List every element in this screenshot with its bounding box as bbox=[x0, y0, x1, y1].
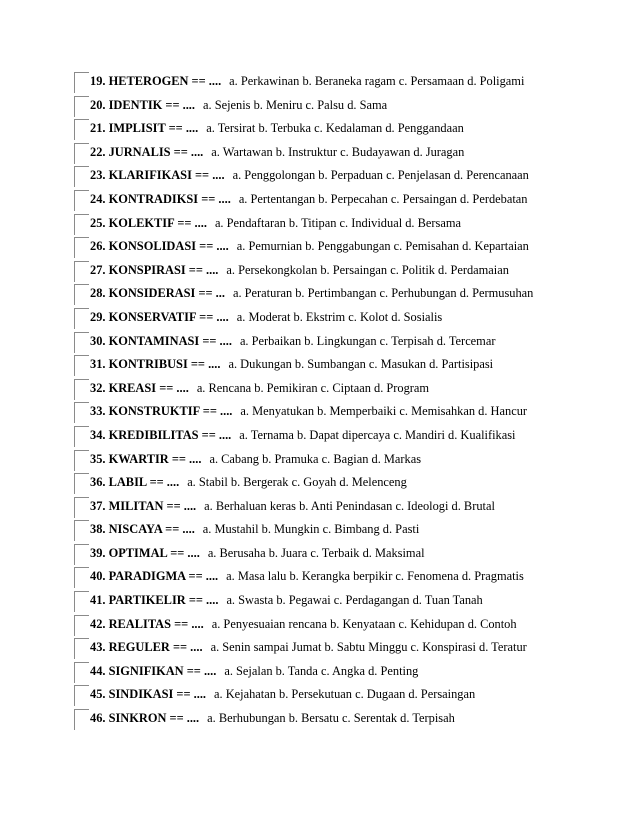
answer-options: a. Persekongkolan b. Persaingan c. Politik d. Perdamaian bbox=[226, 262, 509, 277]
answer-options: a. Berhubungan b. Bersatu c. Serentak d. Terpisah bbox=[207, 711, 455, 726]
question-text bbox=[90, 400, 527, 424]
corner-bracket-icon bbox=[74, 709, 89, 730]
question-text bbox=[90, 141, 464, 165]
question-row bbox=[74, 471, 614, 495]
question-text bbox=[90, 94, 387, 118]
question-row bbox=[74, 542, 614, 566]
question-term: 27. KONSPIRASI == .... bbox=[90, 262, 219, 277]
corner-bracket-icon bbox=[74, 638, 89, 659]
corner-bracket-icon bbox=[74, 426, 89, 447]
question-term: 28. KONSIDERASI == ... bbox=[90, 286, 225, 301]
question-term: 39. OPTIMAL == .... bbox=[90, 545, 200, 560]
answer-options: a. Pertentangan b. Perpecahan c. Persaingan d. Perdebatan bbox=[238, 191, 528, 206]
corner-bracket-icon bbox=[74, 662, 89, 683]
question-row bbox=[74, 495, 614, 519]
question-text bbox=[90, 164, 529, 188]
question-term: 23. KLARIFIKASI == .... bbox=[90, 168, 225, 183]
corner-bracket-icon bbox=[74, 308, 89, 329]
question-text bbox=[90, 424, 516, 448]
question-row bbox=[74, 636, 614, 660]
question-row bbox=[74, 259, 614, 283]
question-row bbox=[74, 141, 614, 165]
question-text bbox=[90, 589, 483, 613]
answer-options: a. Kejahatan b. Persekutuan c. Dugaan d. Persaingan bbox=[214, 687, 476, 702]
question-row bbox=[74, 235, 614, 259]
answer-options: a. Pemurnian b. Penggabungan c. Pemisahan d. Kepartaian bbox=[236, 239, 529, 254]
question-row bbox=[74, 660, 614, 684]
answer-options: a. Swasta b. Pegawai c. Perdagangan d. Tuan Tanah bbox=[226, 593, 483, 608]
answer-options: a. Penyesuaian rencana b. Kenyataan c. Kehidupan d. Contoh bbox=[211, 616, 517, 631]
answer-options: a. Senin sampai Jumat b. Sabtu Minggu c. Konspirasi d. Teratur bbox=[210, 640, 527, 655]
answer-options: a. Pendaftaran b. Titipan c. Individual d. Bersama bbox=[214, 215, 461, 230]
question-text bbox=[90, 683, 475, 707]
question-row bbox=[74, 188, 614, 212]
question-text bbox=[90, 306, 442, 330]
answer-options: a. Stabil b. Bergerak c. Goyah d. Melenceng bbox=[187, 475, 407, 490]
question-row bbox=[74, 353, 614, 377]
question-term: 41. PARTIKELIR == .... bbox=[90, 593, 219, 608]
question-text bbox=[90, 117, 464, 141]
corner-bracket-icon bbox=[74, 261, 89, 282]
question-term: 25. KOLEKTIF == .... bbox=[90, 215, 207, 230]
corner-bracket-icon bbox=[74, 119, 89, 140]
question-text bbox=[90, 613, 517, 637]
corner-bracket-icon bbox=[74, 567, 89, 588]
question-term: 43. REGULER == .... bbox=[90, 640, 203, 655]
answer-options: a. Berhaluan keras b. Anti Penindasan c. Ideologi d. Brutal bbox=[204, 498, 495, 513]
answer-options: a. Perbaikan b. Lingkungan c. Terpisah d. Tercemar bbox=[239, 333, 496, 348]
answer-options: a. Rencana b. Pemikiran c. Ciptaan d. Program bbox=[196, 380, 430, 395]
answer-options: a. Tersirat b. Terbuka c. Kedalaman d. Penggandaan bbox=[206, 121, 464, 136]
question-term: 37. MILITAN == .... bbox=[90, 498, 197, 513]
question-term: 24. KONTRADIKSI == .... bbox=[90, 191, 231, 206]
corner-bracket-icon bbox=[74, 591, 89, 612]
question-term: 21. IMPLISIT == .... bbox=[90, 121, 199, 136]
question-term: 22. JURNALIS == .... bbox=[90, 144, 204, 159]
question-row bbox=[74, 330, 614, 354]
question-text bbox=[90, 235, 529, 259]
question-row bbox=[74, 683, 614, 707]
answer-options: a. Masa lalu b. Kerangka berpikir c. Fenomena d. Pragmatis bbox=[226, 569, 524, 584]
corner-bracket-icon bbox=[74, 615, 89, 636]
question-text bbox=[90, 212, 461, 236]
corner-bracket-icon bbox=[74, 685, 89, 706]
question-text bbox=[90, 353, 493, 377]
question-term: 32. KREASI == .... bbox=[90, 380, 189, 395]
question-row bbox=[74, 613, 614, 637]
corner-bracket-icon bbox=[74, 237, 89, 258]
question-term: 31. KONTRIBUSI == .... bbox=[90, 357, 221, 372]
question-term: 26. KONSOLIDASI == .... bbox=[90, 239, 229, 254]
question-term: 30. KONTAMINASI == .... bbox=[90, 333, 232, 348]
corner-bracket-icon bbox=[74, 72, 89, 93]
answer-options: a. Peraturan b. Pertimbangan c. Perhubungan d. Permusuhan bbox=[232, 286, 534, 301]
question-text bbox=[90, 330, 495, 354]
question-text bbox=[90, 259, 509, 283]
answer-options: a. Wartawan b. Instruktur c. Budayawan d. Juragan bbox=[211, 144, 465, 159]
question-row bbox=[74, 212, 614, 236]
question-row bbox=[74, 565, 614, 589]
corner-bracket-icon bbox=[74, 402, 89, 423]
question-term: 19. HETEROGEN == .... bbox=[90, 74, 222, 88]
corner-bracket-icon bbox=[74, 190, 89, 211]
question-row bbox=[74, 94, 614, 118]
question-row bbox=[74, 377, 614, 401]
question-term: 36. LABIL == .... bbox=[90, 475, 180, 490]
corner-bracket-icon bbox=[74, 214, 89, 235]
question-row bbox=[74, 282, 614, 306]
question-term: 33. KONSTRUKTIF == .... bbox=[90, 404, 233, 419]
question-text bbox=[90, 188, 527, 212]
question-row bbox=[74, 306, 614, 330]
corner-bracket-icon bbox=[74, 520, 89, 541]
question-text bbox=[90, 471, 407, 495]
question-term: 42. REALITAS == .... bbox=[90, 616, 204, 631]
question-text bbox=[90, 377, 429, 401]
question-list bbox=[74, 70, 614, 731]
answer-options: a. Cabang b. Pramuka c. Bagian d. Markas bbox=[209, 451, 422, 466]
question-text bbox=[90, 495, 495, 519]
question-row bbox=[74, 117, 614, 141]
answer-options: a. Menyatukan b. Memperbaiki c. Memisahkan d. Hancur bbox=[240, 404, 528, 419]
corner-bracket-icon bbox=[74, 379, 89, 400]
question-row bbox=[74, 589, 614, 613]
answer-options: a. Ternama b. Dapat dipercaya c. Mandiri d. Kualifikasi bbox=[239, 427, 516, 442]
question-term: 38. NISCAYA == .... bbox=[90, 522, 195, 537]
question-term: 35. KWARTIR == .... bbox=[90, 451, 202, 466]
corner-bracket-icon bbox=[74, 544, 89, 565]
question-term: 46. SINKRON == .... bbox=[90, 711, 200, 726]
question-row bbox=[74, 424, 614, 448]
question-term: 29. KONSERVATIF == .... bbox=[90, 309, 229, 324]
corner-bracket-icon bbox=[74, 166, 89, 187]
question-row bbox=[74, 70, 614, 94]
question-term: 40. PARADIGMA == .... bbox=[90, 569, 219, 584]
corner-bracket-icon bbox=[74, 497, 89, 518]
corner-bracket-icon bbox=[74, 473, 89, 494]
question-row bbox=[74, 707, 614, 731]
question-term: 45. SINDIKASI == .... bbox=[90, 687, 207, 702]
corner-bracket-icon bbox=[74, 284, 89, 305]
question-text bbox=[90, 565, 524, 589]
answer-options: a. Berusaha b. Juara c. Terbaik d. Maksimal bbox=[207, 545, 425, 560]
answer-options: a. Moderat b. Ekstrim c. Kolot d. Sosialis bbox=[236, 309, 443, 324]
question-text bbox=[90, 636, 527, 660]
answer-options: a. Penggolongan b. Perpaduan c. Penjelasan d. Perencanaan bbox=[232, 168, 529, 183]
question-term: 44. SIGNIFIKAN == .... bbox=[90, 663, 217, 678]
question-text bbox=[90, 660, 418, 684]
corner-bracket-icon bbox=[74, 143, 89, 164]
question-row bbox=[74, 400, 614, 424]
question-row bbox=[74, 164, 614, 188]
question-text bbox=[90, 448, 421, 472]
corner-bracket-icon bbox=[74, 355, 89, 376]
question-text bbox=[90, 518, 419, 542]
corner-bracket-icon bbox=[74, 96, 89, 117]
question-term: 34. KREDIBILITAS == .... bbox=[90, 427, 232, 442]
answer-options: a. Sejenis b. Meniru c. Palsu d. Sama bbox=[203, 97, 388, 112]
answer-options: a. Dukungan b. Sumbangan c. Masukan d. Partisipasi bbox=[228, 357, 494, 372]
question-term: 20. IDENTIK == .... bbox=[90, 97, 195, 112]
corner-bracket-icon bbox=[74, 450, 89, 471]
answer-options: a. Sejalan b. Tanda c. Angka d. Penting bbox=[224, 663, 419, 678]
answer-options: a. Mustahil b. Mungkin c. Bimbang d. Pasti bbox=[202, 522, 420, 537]
question-row bbox=[74, 448, 614, 472]
answer-options: a. Perkawinan b. Beraneka ragam c. Persamaan d. Poligami bbox=[229, 74, 525, 88]
question-text bbox=[90, 542, 425, 566]
corner-bracket-icon bbox=[74, 332, 89, 353]
question-text bbox=[90, 707, 455, 731]
question-row bbox=[74, 518, 614, 542]
question-text bbox=[90, 70, 524, 94]
question-text bbox=[90, 282, 533, 306]
